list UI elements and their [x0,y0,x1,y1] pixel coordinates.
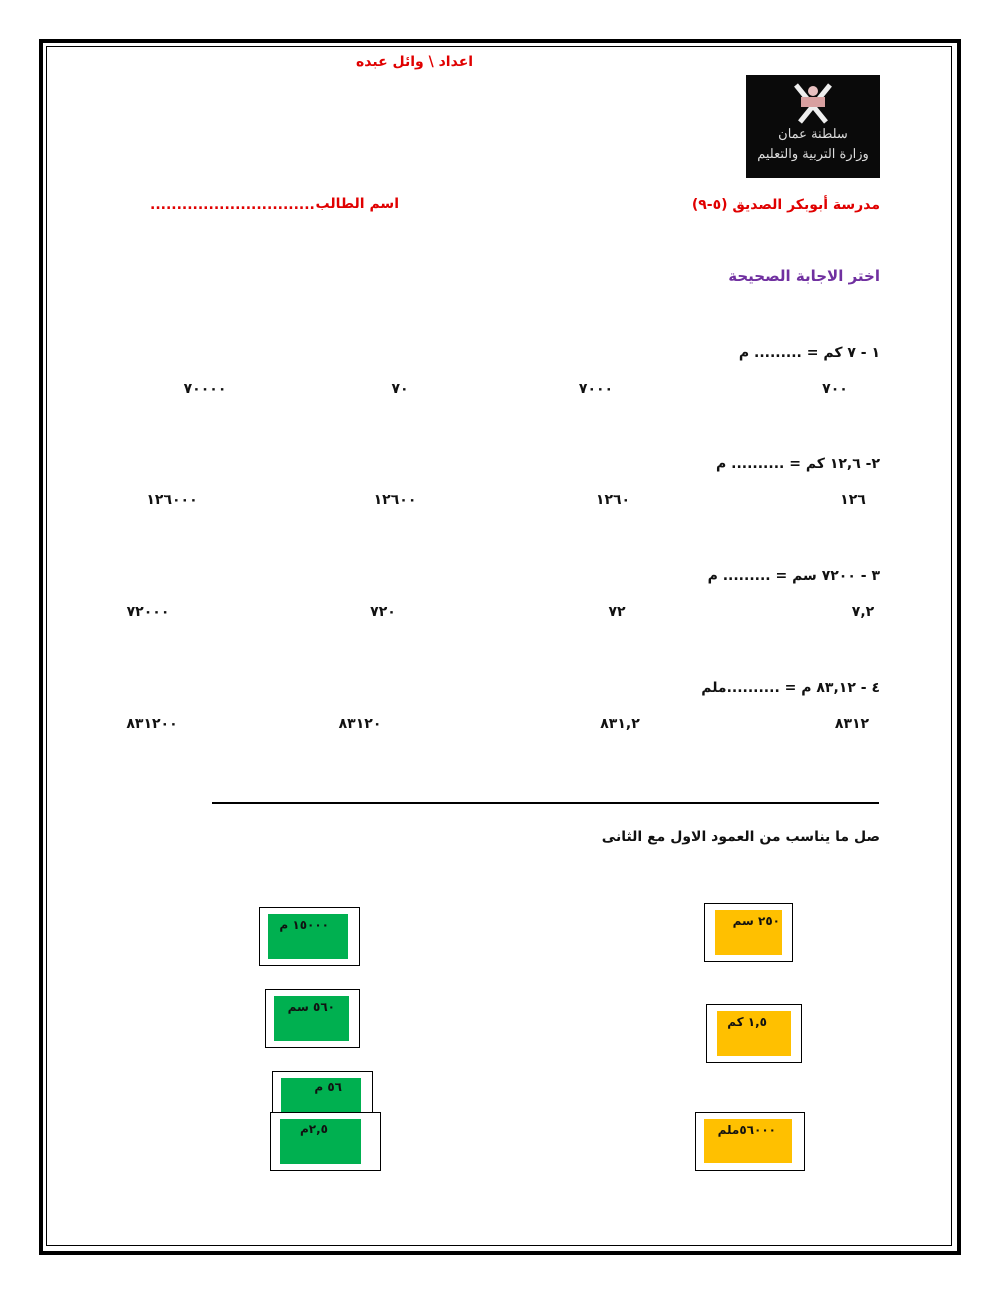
match-left-item-1[interactable] [259,907,360,966]
q3-option-3[interactable]: ٧٢٠ [370,604,396,620]
question-4: ٤ - ٨٣,١٢ م = ..........ملم [701,680,880,696]
card-label: ١,٥ كم [727,1015,767,1029]
q1-option-3[interactable]: ٧٠ [391,381,409,397]
q2-option-1[interactable]: ١٢٦ [840,492,866,508]
q3-option-1[interactable]: ٧,٢ [851,604,875,620]
card-label: ٢,٥م [299,1122,328,1136]
q3-option-2[interactable]: ٧٢ [608,604,626,620]
match-right-item-1[interactable] [704,903,793,962]
section1-title: اختر الاجابة الصحيحة [728,267,880,285]
q4-option-4[interactable]: ٨٣١٢٠٠ [126,716,178,732]
author-credit: اعداد \ وائل عبده [356,54,474,70]
section-divider [212,802,879,804]
card-label: ١٥٠٠٠ م [279,918,329,932]
question-3: ٣ - ٧٢٠٠ سم = ......... م [707,568,880,584]
school-name: مدرسة أبوبكر الصديق (٥-٩) [691,197,880,213]
card-label: ٥٦٠٠٠ملم [717,1123,776,1137]
q2-option-2[interactable]: ١٢٦٠ [595,492,631,508]
q1-option-1[interactable]: ٧٠٠ [822,381,848,397]
q4-option-3[interactable]: ٨٣١٢٠ [338,716,382,732]
match-left-item-2[interactable] [265,989,360,1048]
section2-title: صل ما يناسب من العمود الاول مع الثانى [601,829,880,845]
question-2: ٢- ١٢,٦ كم = .......... م [716,456,880,472]
q4-option-1[interactable]: ٨٣١٢ [834,716,870,732]
card-label: ٥٦ م [314,1080,342,1094]
q3-option-4[interactable]: ٧٢٠٠٠ [126,604,170,620]
q2-option-3[interactable]: ١٢٦٠٠ [373,492,417,508]
q4-option-2[interactable]: ٨٣١,٢ [600,716,640,732]
q2-option-4[interactable]: ١٢٦٠٠٠ [146,492,198,508]
q1-option-4[interactable]: ٧٠٠٠٠ [183,381,227,397]
khanjar-emblem-icon [746,77,880,132]
logo-text-line-2: وزارة التربية والتعليم [757,147,869,162]
logo-text-line-1: سلطنة عمان [778,127,848,142]
match-left-item-4[interactable] [270,1112,381,1171]
card-label: ٥٦٠ سم [287,1000,335,1014]
student-name-field[interactable]: ............................... [150,197,315,213]
page-border-inner [46,46,952,1246]
match-right-item-3[interactable] [695,1112,805,1171]
student-name-label: اسم الطالب [315,196,399,212]
card-label: ٢٥٠ سم [732,914,780,928]
ministry-logo [746,75,880,178]
match-right-item-2[interactable] [706,1004,802,1063]
question-1: ١ - ٧ كم = ......... م [738,345,880,361]
q1-option-2[interactable]: ٧٠٠٠ [578,381,614,397]
